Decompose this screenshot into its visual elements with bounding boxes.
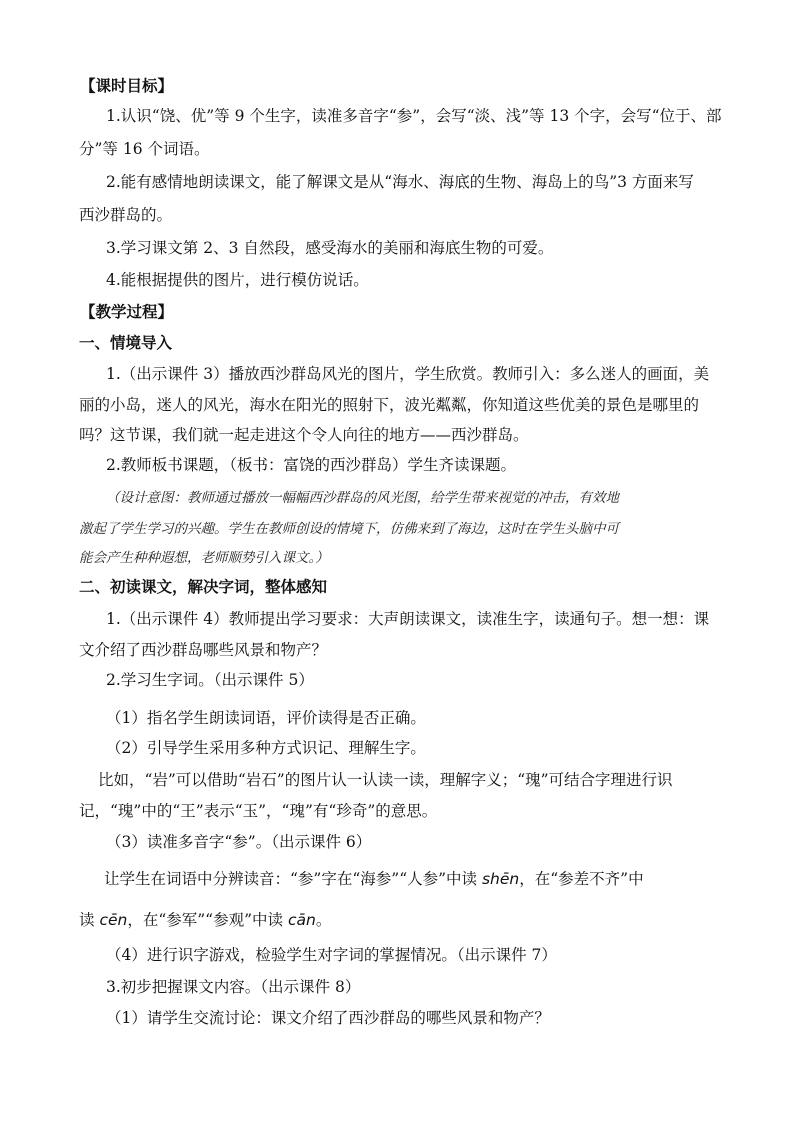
section-2-step-4: （4）进行识字游戏，检验学生对字词的掌握情况。（出示课件 7） <box>106 946 557 964</box>
section-1-p2: 2.教师板书课题，（板书：富饶的西沙群岛）学生齐读课题。 <box>106 456 517 474</box>
goal-4: 4.能根据提供的图片，进行模仿说话。 <box>106 271 369 289</box>
goal-3: 3.学习课文第 2、3 自然段，感受海水的美丽和海底生物的可爱。 <box>106 239 554 257</box>
design-intent-line-1: （设计意图：教师通过播放一幅幅西沙群岛的风光图，给学生带来视觉的冲击，有效地 <box>106 490 619 506</box>
section-2-p1-line-1: 1.（出示课件 4）教师提出学习要求：大声朗读课文，读准生字，读通句子。想一想：课 <box>106 610 710 628</box>
section-1-title: 一、情境导入 <box>79 333 173 352</box>
pronunciation-text-e: 。 <box>315 911 332 929</box>
process-heading: 【教学过程】 <box>80 302 174 321</box>
goals-heading: 【课时目标】 <box>80 76 174 95</box>
pinyin-cen: cēn <box>99 911 128 929</box>
pronunciation-text-c: 读 <box>79 911 100 929</box>
goal-1-line-2: 分”等 16 个词语。 <box>79 140 210 158</box>
section-1-p1-line-1: 1.（出示课件 3）播放西沙群岛风光的图片，学生欣赏。教师引入：多么迷人的画面，美 <box>106 365 710 383</box>
example-line-1: 比如，“岩”可以借助“岩石”的图片认一认读一读，理解字义；“瑰”可结合字理进行识 <box>98 771 673 789</box>
pronunciation-text-d: ，在“参军”“参观”中读 <box>127 911 288 929</box>
section-1-p1-line-2: 丽的小岛，迷人的风光，海水在阳光的照射下，波光粼粼，你知道这些优美的景色是哪里的 <box>79 396 700 414</box>
pronunciation-text-a: 让学生在词语中分辨读音：“参”字在“海参”“人参”中读 <box>104 870 482 888</box>
section-2-p3: 3.初步把握课文内容。（出示课件 8） <box>106 978 361 996</box>
design-intent-line-2: 激起了学生学习的兴趣。学生在教师创设的情境下，仿佛来到了海边，这时在学生头脑中可 <box>79 521 619 537</box>
section-1-p1-line-3: 吗？这节课，我们就一起走进这个令人向往的地方——西沙群岛。 <box>79 426 529 444</box>
design-intent-line-3: 能会产生种种遐想，老师顺势引入课文。） <box>79 550 329 566</box>
pronunciation-line-2 <box>79 910 331 930</box>
goal-1-line-1: 1.认识“饶、优”等 9 个生字，读准多音字“参”，会写“淡、浅”等 13 个字，会写“位于、部 <box>106 107 722 125</box>
pinyin-can: cān <box>287 911 316 929</box>
section-2-title: 二、初读课文，解决字词，整体感知 <box>79 577 328 596</box>
pinyin-shen: shēn <box>481 870 520 888</box>
section-2-step-1: （1）指名学生朗读词语，评价读得是否正确。 <box>106 709 426 727</box>
goal-2-line-2: 西沙群岛的。 <box>79 206 173 224</box>
section-2-p3-step-1: （1）请学生交流讨论：课文介绍了西沙群岛的哪些风景和物产？ <box>106 1009 550 1027</box>
pronunciation-line-1 <box>104 869 644 889</box>
section-2-p1-line-2: 文介绍了西沙群岛哪些风景和物产？ <box>79 641 328 659</box>
goal-2-line-1: 2.能有感情地朗读课文，能了解课文是从“海水、海底的生物、海岛上的鸟”3 方面来写 <box>106 173 694 191</box>
example-line-2: 记，“瑰”中的“王”表示“玉”，“瑰”有“珍奇”的意思。 <box>79 802 438 820</box>
section-2-step-2: （2）引导学生采用多种方式识记、理解生字。 <box>106 739 426 757</box>
section-2-step-3: （3）读准多音字“参”。（出示课件 6） <box>106 833 372 851</box>
pronunciation-text-b: ，在“参差不齐”中 <box>519 870 644 888</box>
section-2-p2: 2.学习生字词。（出示课件 5） <box>106 671 314 689</box>
